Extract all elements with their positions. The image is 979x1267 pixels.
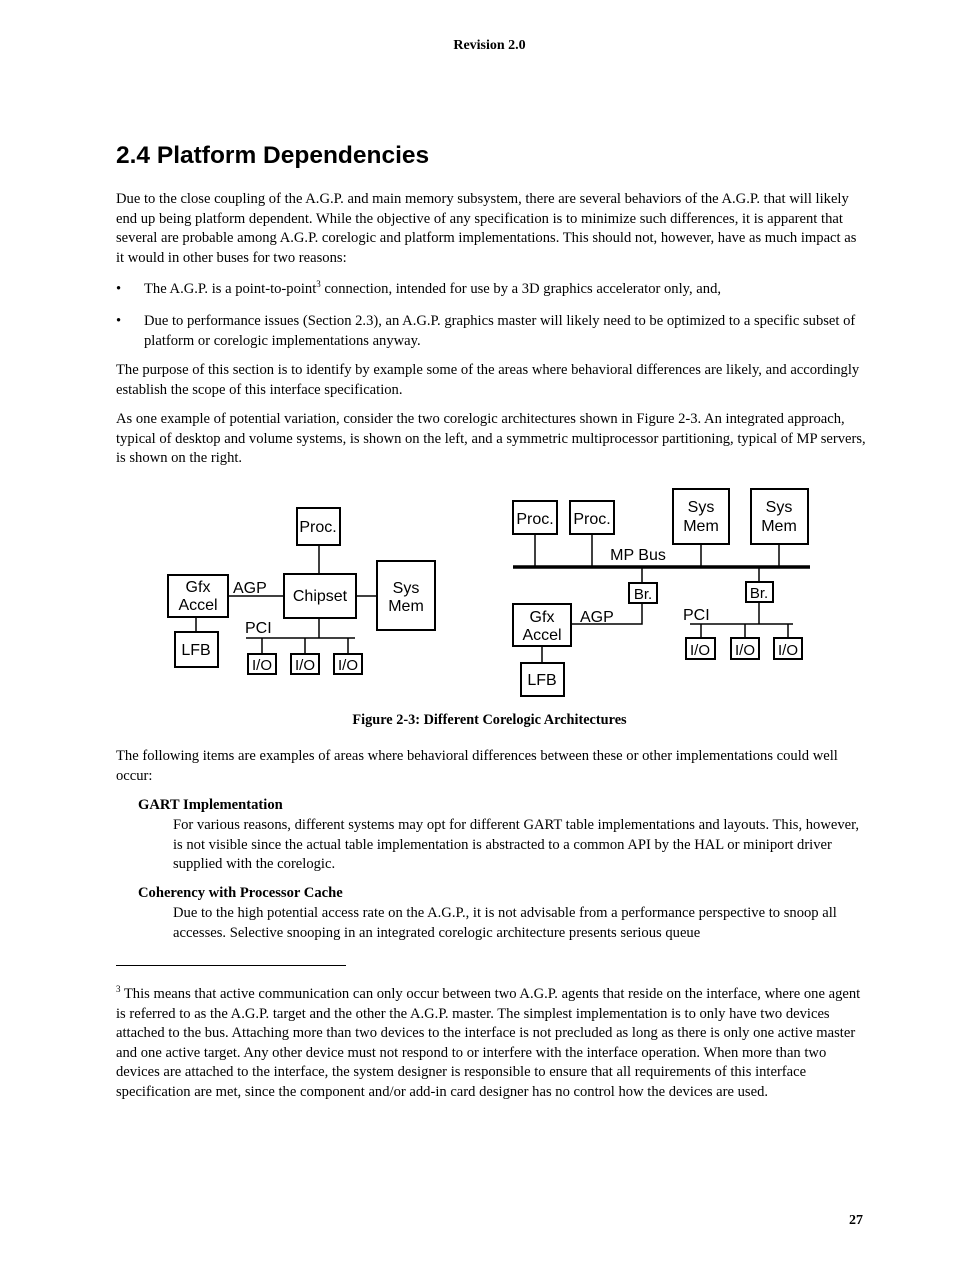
architecture-figure — [0, 480, 979, 700]
coherency-term: Coherency with Processor Cache — [138, 885, 343, 901]
left-pci-label: PCI — [245, 620, 272, 637]
bullet-text: Due to performance issues (Section 2.3), an A.G.P. graphics master will likely need to be optimized to a specific subset of platform or corelogic implementations anyway. — [144, 313, 856, 349]
right-lfb-label: LFB — [527, 672, 557, 689]
right-agp-label: AGP — [580, 609, 614, 626]
intro-paragraph: Due to the close coupling of the A.G.P. and main memory subsystem, there are several behaviors of the A.G.P. that will likely end up being platform dependent. While the objective of any specification is to minimize such differences, it is apparent that several are probable among A.G.P. corelogic and platform implementations. This should not, however, have as much impact as it would in other buses for two reasons: — [116, 191, 857, 266]
left-io-label-1: I/O — [251, 657, 273, 674]
right-gfx-label-2: Accel — [522, 627, 562, 644]
right-sys-label-1a: Sys — [687, 499, 715, 516]
page-header: Revision 2.0 — [453, 38, 526, 53]
right-sys-mem-box-1 — [673, 489, 729, 544]
section-title: 2.4 Platform Dependencies — [116, 142, 430, 169]
example-paragraph: As one example of potential variation, consider the two corelogic architectures shown in Figure 2-3. An integrated approach, typical of desktop and volume systems, is shown on the left, and a symmetric multiprocessor partitioning, typical of MP servers, is shown on the right. — [116, 411, 866, 466]
footnote-reference: 3 — [316, 279, 321, 290]
right-br-label-2: Br. — [749, 585, 769, 602]
footnote-divider — [116, 965, 346, 966]
right-pci-label: PCI — [683, 607, 710, 624]
bullet-marker: • — [116, 313, 122, 329]
right-gfx-label-1: Gfx — [529, 609, 555, 626]
left-agp-label: AGP — [233, 580, 267, 597]
purpose-paragraph: The purpose of this section is to identify by example some of the areas where behavioral differences are likely, and accordingly establish the scope of this interface specification. — [116, 362, 860, 398]
left-gfx-label-1: Gfx — [185, 579, 211, 596]
right-io-label-3: I/O — [777, 642, 799, 659]
footnote-marker: 3 — [116, 984, 121, 995]
right-br-label-1: Br. — [633, 586, 653, 603]
page-number: 27 — [849, 1213, 863, 1228]
architecture-diagram — [0, 480, 979, 700]
figure-caption: Figure 2-3: Different Corelogic Architectures — [352, 712, 627, 728]
bullet-text — [144, 280, 868, 300]
left-io-label-3: I/O — [337, 657, 359, 674]
footnote — [116, 985, 868, 1102]
left-io-label-2: I/O — [294, 657, 316, 674]
bullet-text-end: connection, intended for use by a 3D graphics accelerator only, and, — [320, 281, 722, 297]
left-gfx-label-2: Accel — [178, 597, 218, 614]
items-intro-paragraph: The following items are examples of areas where behavioral differences between these or other implementations could well occur: — [116, 748, 838, 784]
right-proc-label-2: Proc. — [573, 511, 611, 528]
left-proc-label: Proc. — [299, 519, 337, 536]
right-io-label-1: I/O — [689, 642, 711, 659]
mp-bus-label: MP Bus — [610, 547, 666, 564]
right-io-label-2: I/O — [734, 642, 756, 659]
gart-definition: For various reasons, different systems may opt for different GART table implementations and layouts. This, however, is not visible since the actual table implementation is abstracted to a common API by the HAL or miniport driver supplied with the corelogic. — [173, 817, 860, 872]
gart-term: GART Implementation — [138, 797, 283, 813]
right-sys-label-1b: Mem — [683, 518, 719, 535]
left-chipset-label: Chipset — [292, 588, 348, 605]
right-sys-label-2b: Mem — [761, 518, 797, 535]
bullet-marker: • — [116, 281, 122, 297]
left-sys-label-1: Sys — [392, 580, 420, 597]
footnote-text: This means that active communication can only occur between two A.G.P. agents that reside on the interface, where one agent is referred to as the A.G.P. target and the other the A.G.P. master. The simplest implementation is to only have two devices attached to the bus. Attaching more than two devices to the interface is not precluded as long as there is only one active master and one active target. Any other device must not respond to or interfere with the interface operation. When more than two devices are attached to the interface, the system designer is responsible to ensure that all requirements of this interface specification are met, since the component and/or add-in card designer has no control how the devices are used. — [116, 986, 861, 1100]
bullet-text-start: The A.G.P. is a point-to-point — [144, 281, 317, 297]
right-sys-mem-box-2 — [751, 489, 808, 544]
right-proc-label-1: Proc. — [516, 511, 554, 528]
coherency-definition: Due to the high potential access rate on the A.G.P., it is not advisable from a performance perspective to snoop all accesses. Selective snooping in an integrated corelogic architecture presents serious queue — [173, 905, 837, 941]
right-sys-label-2a: Sys — [765, 499, 793, 516]
left-sys-label-2: Mem — [388, 598, 424, 615]
left-lfb-label: LFB — [181, 642, 211, 659]
